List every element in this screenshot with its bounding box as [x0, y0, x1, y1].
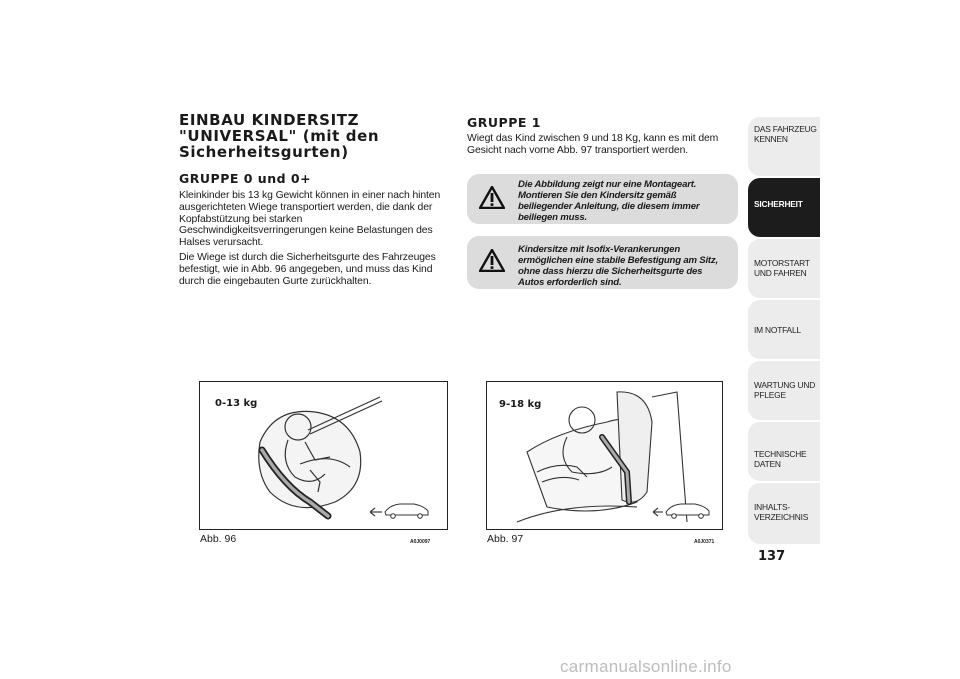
- figure-weight-label: 9-18 kg: [499, 399, 542, 410]
- tab-inhaltsverzeichnis[interactable]: INHALTS- VERZEICHNIS: [748, 483, 820, 544]
- figure-code: A0J0371: [694, 539, 715, 545]
- figure-caption: Abb. 97: [487, 533, 524, 545]
- tab-das-fahrzeug-kennen[interactable]: DAS FAHRZEUG KENNEN: [748, 117, 820, 176]
- figure-caption: Abb. 96: [200, 533, 237, 545]
- warning-text: Kindersitze mit Isofix-Verankerungen ermöglichen eine stabile Befestigung am Sitz, ohne dass hierzu die Sicherheitsgurte des Autos erforderlich sind.: [518, 244, 718, 288]
- section-title: EINBAU KINDERSITZ "UNIVERSAL" (mit den Sicherheitsgurten): [179, 111, 380, 161]
- right-text-block: [467, 115, 739, 157]
- left-text-block: [179, 171, 451, 287]
- warning-text: Die Abbildung zeigt nur eine Montageart. Montieren Sie den Kindersitz gemäß beiliegender Anleitung, die diesem immer beiliegen muss.: [518, 179, 700, 223]
- tab-motorstart-und-fahren[interactable]: MOTORSTART UND FAHREN: [748, 239, 820, 298]
- watermark: carmanualsonline.info: [560, 657, 732, 676]
- warning-box: [467, 174, 738, 224]
- paragraph: Die Wiege ist durch die Sicherheitsgurte des Fahrzeuges befestigt, wie in Abb. 96 angegeben, und muss das Kind durch die eingebauten Gurte zurückhalten.: [179, 251, 436, 287]
- tab-technische-daten[interactable]: TECHNISCHE DATEN: [748, 422, 820, 481]
- paragraph: Wiegt das Kind zwischen 9 und 18 Kg, kann es mit dem Gesicht nach vorne Abb. 97 transportiert werden.: [467, 133, 719, 156]
- warning-icon: [479, 249, 505, 272]
- group-1-heading: GRUPPE 1: [467, 115, 541, 130]
- page-number: 137: [758, 549, 786, 564]
- figure-96: [199, 381, 448, 530]
- warning-box: [467, 236, 738, 289]
- paragraph: Kleinkinder bis 13 kg Gewicht können in einer nach hinten ausgerichteten Wiege transportiert werden, die dank der Kopfabstützung bei starken Geschwindigkeitsverringerungen keine Belastungen des Halses verursacht.: [179, 190, 441, 249]
- group-0-heading: GRUPPE 0 und 0+: [179, 171, 312, 186]
- tab-im-notfall[interactable]: IM NOTFALL: [748, 300, 820, 359]
- figure-weight-label: 0-13 kg: [215, 398, 258, 409]
- figure-code: A0J0097: [410, 539, 431, 545]
- warning-icon: [479, 186, 505, 209]
- tab-wartung-und-pflege[interactable]: WARTUNG UND PFLEGE: [748, 361, 820, 420]
- infant-carrier-illustration: [200, 382, 447, 529]
- tab-sicherheit[interactable]: SICHERHEIT: [748, 178, 820, 237]
- child-seat-illustration: [487, 382, 722, 529]
- figure-97: [486, 381, 723, 530]
